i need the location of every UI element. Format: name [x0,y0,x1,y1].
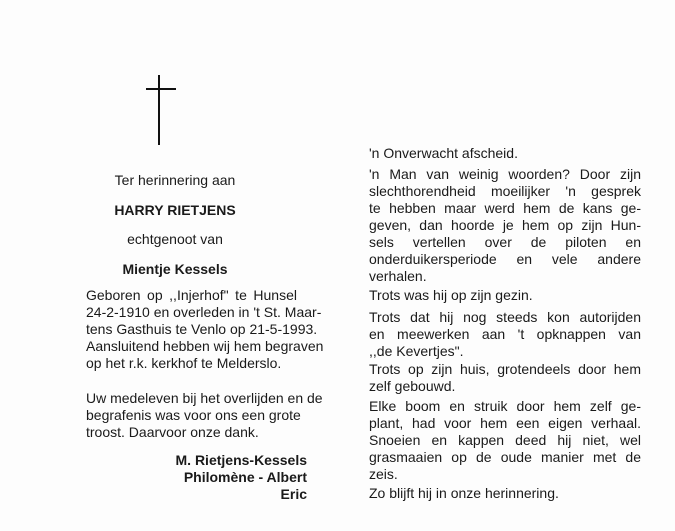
thanks-paragraph [86,390,323,441]
birth-death-paragraph [86,287,324,372]
text-line: Zo blijft hij in onze herinnering. [369,485,559,501]
text-line: zelf gebouwd. [369,378,456,394]
text-line: ,,de Kevertjes". [369,343,464,359]
signature-line: Philomène - Albert [183,469,307,485]
closing-line [369,485,641,502]
car-paragraph [369,309,641,360]
cross-icon-bar [146,88,176,90]
text-line: tens Gasthuis te Venlo op 21-5-1993. [86,321,318,337]
deceased-name: HARRY RIETJENS [114,202,236,218]
house-paragraph [369,361,641,395]
text-line: verhalen. [369,268,427,284]
text-line: plant, had voor hem een eigen verhaal. [369,415,641,431]
spouse-name: Mientje Kessels [122,261,228,277]
text-line: onderduikersperiode en vele andere [369,251,641,267]
garden-paragraph [369,398,641,483]
text-line: geven, dan hoorde je hem op zijn Hun- [369,217,641,233]
farewell-line [369,145,641,162]
text-line: Trots was hij op zijn gezin. [369,287,533,303]
text-line: begrafenis was voor ons een grote [86,407,301,423]
text-line: Uw medeleven bij het overlijden en de [86,390,323,406]
text-line: slechthorendheid moeilijker 'n gesprek [369,183,641,199]
text-line: Aansluitend hebben wij hem begraven [86,338,324,354]
text-line: troost. Daarvoor onze dank. [86,424,259,440]
text-line: Elke boom en struik door hem zelf ge- [369,398,641,414]
text-line: zeis. [369,466,398,482]
signature-line: Eric [280,486,307,502]
text-line: sels vertellen over de piloten en [369,234,641,250]
cross-icon [158,75,160,145]
text-line: op het r.k. kerkhof te Melderslo. [86,355,282,371]
family-paragraph [369,287,641,304]
text-line: 'n Man van weinig woorden? Door zijn [369,166,641,182]
text-line: Snoeien en kappen deed hij niet, wel [369,432,641,448]
text-line: en meewerken aan 't opknappen van [369,326,641,342]
text-line: Trots dat hij nog steeds kon autorijden [369,309,641,325]
text-line: 24-2-1910 en overleden in 't St. Maar- [86,304,322,320]
text-line: 'n Onverwacht afscheid. [369,145,518,161]
relation-text: echtgenoot van [127,231,223,247]
text-line: grasmaaien op de oude manier met de [369,449,641,465]
text-line: Geboren op ,,Injerhof" te Hunsel [86,287,297,303]
intro-text: Ter herinnering aan [114,172,236,188]
text-line: Trots op zijn huis, grotendeels door hem [369,361,641,377]
signature-line: M. Rietjens-Kessels [175,452,307,468]
character-paragraph [369,166,641,285]
text-line: te hebben maar werd hem de kans ge- [369,200,641,216]
